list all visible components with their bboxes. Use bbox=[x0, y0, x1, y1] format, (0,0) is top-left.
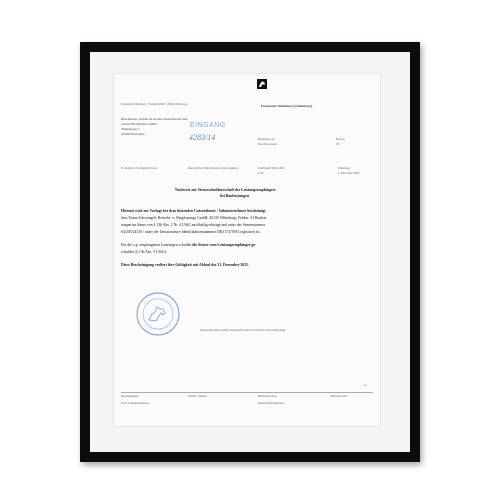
footer-phone: Telefon / Telefax bbox=[188, 395, 207, 398]
address-line-4: 26169 Friesoythe bbox=[121, 132, 145, 136]
authority-name: Finanzamt Oldenburg (Oldenburg) bbox=[261, 104, 313, 108]
ref-label-2: Zimmer bbox=[336, 138, 345, 141]
validity-statement: Diese Bescheinigung verliert ihre Gültigkeit mit Ablauf des 31. Dezember 2025. bbox=[121, 263, 249, 267]
sender-line: Finanzamt Oldenburg · Postfach 2445 · 26014 Oldenburg bbox=[121, 103, 188, 106]
footer-bank: Bankverbindung bbox=[258, 395, 277, 398]
body-paragraph-1-line-1: Hiermit wird zur Vorlage bei dem leistenden Unternehmer / Subunternehmer bescheinigt, bbox=[121, 209, 267, 213]
page-number: - 2 - bbox=[362, 383, 368, 387]
footer-bank-name: Deutsche Bundesbank bbox=[258, 402, 285, 405]
address-line-1: Buschmann, Geisler & Gerdes Steuerberater und bbox=[121, 117, 188, 121]
meta-phone-value: 1-06 bbox=[258, 172, 264, 175]
ref-label-1: Bearbeitet von bbox=[258, 138, 275, 141]
document-title-line-1: Nachweis zur Steuerschuldnerschaft des Leistungsempfängers bbox=[175, 188, 276, 192]
meta-my-reference: Mein Zeichen (Bei Antworten bitte angeben) bbox=[188, 167, 239, 170]
body-paragraph-2-line-1: Für die o.g. empfangenen Leistungen schuldet die Steuer vom Leistungsempfänger ge- bbox=[121, 243, 257, 247]
stamp-word: EINGANG bbox=[190, 122, 226, 129]
body-paragraph-2-line-2: schuldet (§ 13b Abs. 5 UStG). bbox=[121, 250, 167, 254]
body-paragraph-1-line-2: dass Firma Schwengels Betriebs- u. Bauplanungs GmbH, 26135 Oldenburg, Feldstr. 34 Bauleis- bbox=[121, 216, 268, 220]
machine-generated-note: Dieses Schreiben wurde maschinell erstellt und ist ohne Unterschrift gültig. bbox=[200, 329, 286, 332]
meta-date: 6. Dezember 2022 bbox=[338, 172, 360, 175]
footer-divider bbox=[121, 392, 373, 393]
receipt-stamp bbox=[186, 122, 246, 144]
document-title-line-2: bei Bauleistungen bbox=[220, 194, 249, 198]
meta-place-label: Oldenburg bbox=[338, 167, 351, 170]
ref-value-2: C8 bbox=[336, 143, 340, 146]
horse-emblem-icon bbox=[257, 79, 267, 89]
footer-communication: Kommunikationsadresse bbox=[121, 402, 150, 405]
meta-your-reference: Ihr Zeichen, Ihre Nachricht vom bbox=[121, 167, 158, 170]
official-seal-icon bbox=[134, 290, 182, 338]
ref-value-1: Frau Rosenstein bbox=[258, 143, 278, 146]
footer-building: Dienstgebäude bbox=[121, 395, 139, 398]
stamp-handwritten-number: 4283/14 bbox=[189, 133, 216, 142]
footer-hours: Öffnungszeiten bbox=[330, 395, 348, 398]
body-paragraph-1-line-4: 64/205/24516 / unter der Umsatzsteuer-Identifikationsnummer DE317475933 registriert ist. bbox=[121, 230, 261, 234]
address-line-3: Theilenweg 1 bbox=[121, 127, 140, 131]
meta-phone-label: Durchwahl (0441) 238- bbox=[258, 167, 285, 170]
body-paragraph-1-line-3: tungen im Sinne von § 13b Abs. 2 Nr. 4 UStG nachhaltig erbringt und unter der Steuernummer bbox=[121, 223, 266, 227]
address-line-2: vereid. Buchprüfer GmbH bbox=[121, 122, 157, 126]
